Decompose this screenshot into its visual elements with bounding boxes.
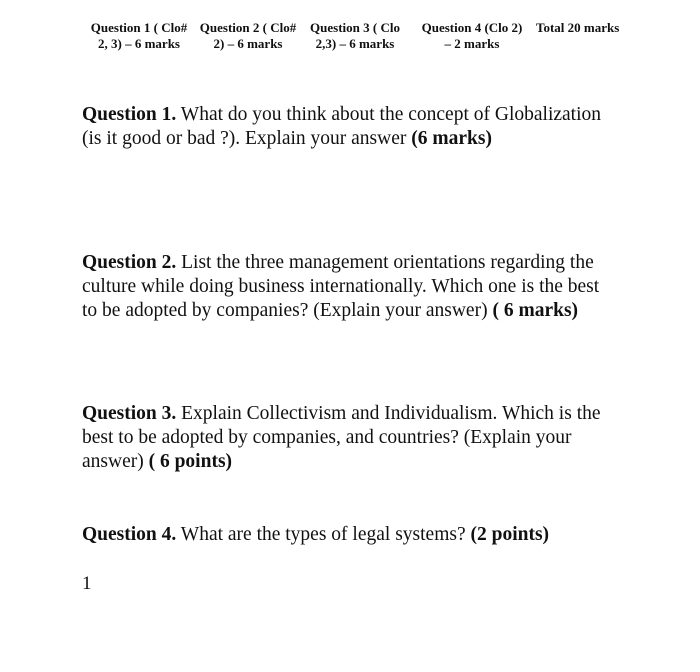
question-1 (82, 103, 612, 151)
marks-cell-question-4: Question 4 (Clo 2) – 2 marks (421, 20, 523, 51)
question-3 (82, 402, 612, 474)
question-label: Question 2. (82, 252, 177, 273)
question-4 (82, 523, 612, 547)
marks-cell-question-3: Question 3 ( Clo 2,3) – 6 marks (310, 20, 400, 51)
marks-cell-question-1: Question 1 ( Clo# 2, 3) – 6 marks (90, 20, 188, 51)
question-2 (82, 251, 612, 323)
question-text: What are the types of legal systems? (176, 524, 471, 545)
question-label: Question 1. (82, 104, 177, 125)
question-text: What do you think about the concept of Globalization (is it good or bad ?). Explain your answer (82, 104, 602, 149)
question-marks: ( 6 marks) (492, 300, 579, 321)
question-marks: ( 6 points) (148, 451, 233, 472)
question-text: List the three management orientations regarding the culture while doing business internationally. Which one is the best to be adopted by companies? (Explain your answer) (82, 252, 600, 321)
question-marks: (2 points) (470, 524, 550, 545)
question-text: Explain Collectivism and Individualism. Which is the best to be adopted by companies, and countries? (Explain your answer) (82, 403, 601, 472)
marks-cell-question-2: Question 2 ( Clo# 2) – 6 marks (199, 20, 297, 51)
question-label: Question 3. (82, 403, 177, 424)
marks-cell-total: Total 20 marks (536, 20, 620, 35)
question-marks: (6 marks) (411, 128, 492, 149)
question-label: Question 4. (82, 524, 177, 545)
page-number: 1 (82, 573, 92, 594)
marks-distribution-header (84, 20, 623, 52)
